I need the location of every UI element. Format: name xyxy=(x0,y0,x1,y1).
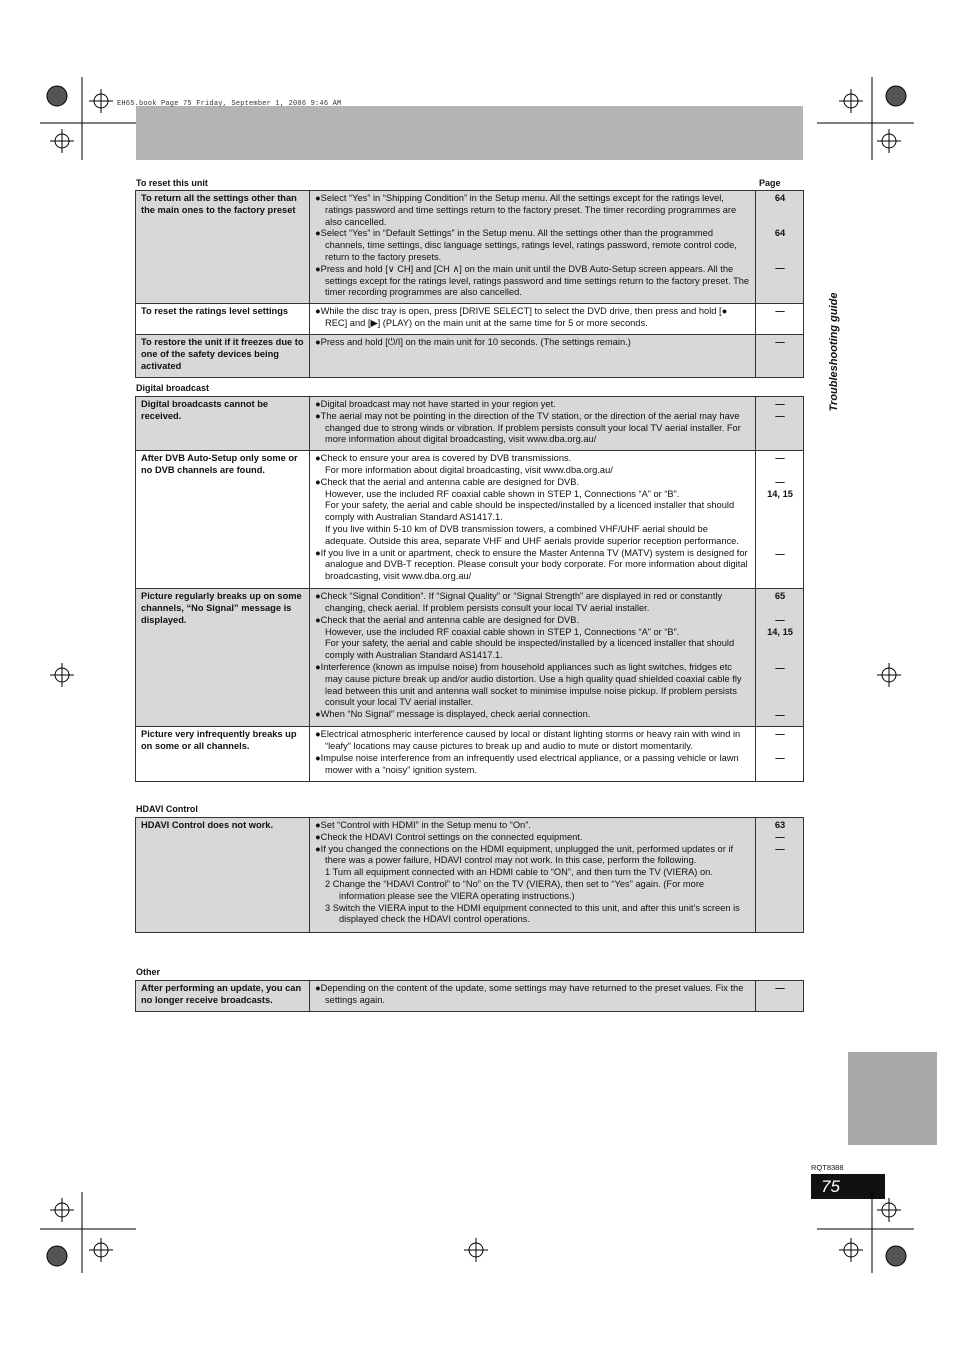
remedy-item: ●Depending on the content of the update, some settings may have returned to the preset values. Fix the settings again. xyxy=(315,983,744,1005)
page-ref: — xyxy=(775,263,785,273)
remedy-item: ●Digital broadcast may not have started in your region yet. xyxy=(315,399,556,409)
page-ref: — xyxy=(775,453,785,464)
remedy-item: ●If you changed the connections on the HDMI equipment, unplugged the unit, performed updates or if there was a power failure, HDAVI control may not work. In this case, perform the following. xyxy=(315,843,734,866)
page-ref: — xyxy=(775,729,785,740)
remedy-item: 3 Switch the VIERA input to the HDMI equipment connected to this unit, and after this unit’s screen is displayed check the HDAVI control operations. xyxy=(325,902,740,925)
problem-cell: To reset the ratings level settings xyxy=(136,304,310,335)
problem-cell: Digital broadcasts cannot be received. xyxy=(136,397,310,451)
page-ref: — xyxy=(775,549,785,560)
section-title-other: Other xyxy=(136,967,161,977)
page-ref: 65 xyxy=(774,591,786,602)
page-ref: — xyxy=(775,399,785,409)
page-ref: — xyxy=(775,477,785,488)
page-ref: 14, 15 xyxy=(767,489,793,500)
remedy-item: ●Interference (known as impulse noise) from household appliances such as light switches, fridges etc may cause picture break up and/or audio distortion. Use a high quality quad shielded coaxial cable fly lead between this unit and antenna wall socket to minimise impulse noise pickup. If problem persists consult your local TV aerial installer. xyxy=(315,661,742,708)
page-ref: 64 xyxy=(774,228,786,238)
remedy-item: ●Electrical atmospheric interference caused by local or distant lighting storms or heavy rain with wind in “leafy” locations may cause pictures to break up and audio to mute or distort momentarily. xyxy=(315,729,741,751)
registration-dot-br xyxy=(886,1246,906,1266)
remedy-item: ●Select “Yes” in “Shipping Condition” in the Setup menu. All the settings except for the ratings level, ratings password and time settings return to the factory preset. The timer recording programmes are also cancelled. xyxy=(315,193,737,227)
section-title-reset: To reset this unit xyxy=(136,178,208,188)
remedy-item: 1 Turn all equipment connected with an HDMI cable to “ON”, and then turn the TV (VIERA) on. xyxy=(325,867,713,878)
page-ref: 14, 15 xyxy=(767,627,793,638)
page-number: 75 xyxy=(811,1174,885,1199)
remedy-item: For your safety, the aerial and cable should be inspected/installed by a licenced installer that should comply with Australian Standard AS1417.1. xyxy=(325,500,735,523)
remedy-item: However, use the included RF coaxial cable shown in STEP 1, Connections “A” or “B”. xyxy=(325,488,680,499)
remedy-item: If you live within 5-10 km of DVB transmission towers, a combined VHF/UHF aerial should be adequate. Outside this area, separate VHF and UHF aerials provide superior reception performance. xyxy=(325,523,739,546)
page-ref: — xyxy=(775,306,785,317)
remedy-item: ●The aerial may not be pointing in the direction of the TV station, or the direction of the aerial may have changed due to strong winds or vibration. If problem persists consult your local TV aerial installer. For more information about digital broadcasting, visit www.dba.org.au/ xyxy=(315,410,741,445)
remedy-item: ●If you live in a unit or apartment, check to ensure the Master Antenna TV (MATV) system is designed for analogue and DVB-T reception. Please consult your body corporate. For more information about digital broadcasting, visit www.dba.org.au/ xyxy=(315,547,748,582)
remedy-item: ●Press and hold [∨ CH] and [CH ∧] on the main unit until the DVB Auto-Setup screen appears. All the settings except for the ratings level, ratings password and time settings return to the factory preset. The timer recording programmes are also cancelled. xyxy=(315,263,750,298)
page-ref: — xyxy=(775,337,785,348)
problem-cell: After DVB Auto-Setup only some or no DVB channels are found. xyxy=(136,451,310,589)
page-ref: — xyxy=(775,411,785,421)
page-column-header: Page xyxy=(759,178,781,188)
doc-code: RQT8388 xyxy=(811,1163,844,1172)
remedy-item: ●Check the HDAVI Control settings on the connected equipment. xyxy=(315,831,583,842)
page-ref: — xyxy=(775,615,785,626)
remedy-item: ●Check that the aerial and antenna cable are designed for DVB. xyxy=(315,476,580,487)
remedy-item: ●Select “Yes” in “Default Settings” in the Setup menu. All the settings other than the programmed channels, time settings, disc language settings, ratings level, ratings password, remote control code, return to the factory presets. xyxy=(315,228,737,262)
remedy-item: ●Check “Signal Condition”. If “Signal Quality” or “Signal Strength” are displayed in red or constantly changing, check aerial. If problem persists consult your local TV aerial installer. xyxy=(315,591,723,613)
problem-cell: To return all the settings other than the main ones to the factory preset xyxy=(136,191,310,304)
remedy-item: ●Press and hold [⏻/I] on the main unit for 10 seconds. (The settings remain.) xyxy=(315,337,631,348)
remedy-item: ●Check that the aerial and antenna cable are designed for DVB. xyxy=(315,614,580,625)
section-title-hdavi: HDAVI Control xyxy=(136,804,198,814)
book-info: EH65.book Page 75 Friday, September 1, 2006 9:46 AM xyxy=(117,100,342,108)
page-ref: — xyxy=(775,832,785,842)
page-ref: — xyxy=(775,710,785,721)
page-ref: — xyxy=(775,983,785,993)
remedy-item: ●Check to ensure your area is covered by DVB transmissions. xyxy=(315,453,572,464)
page-ref: 63 xyxy=(774,820,786,830)
page-ref: — xyxy=(775,753,785,764)
remedy-item: ●Impulse noise interference from an infrequently used electrical appliance, or a passing vehicle or lawn mower with a “noisy” ignition system. xyxy=(315,752,739,775)
remedy-item: 2 Change the “HDAVI Control” to “No” on the TV (VIERA), then set to “Yes” again. (For more information please see the VIERA operating instructions.) xyxy=(325,878,705,901)
remedy-item: ●When “No Signal” message is displayed, check aerial connection. xyxy=(315,709,591,720)
remedy-item: For your safety, the aerial and cable should be inspected/installed by a licenced installer that should comply with Australian Standard AS1417.1. xyxy=(325,638,735,661)
remedy-item: However, use the included RF coaxial cable shown in STEP 1, Connections “A” or “B”. xyxy=(325,626,680,637)
problem-cell: HDAVI Control does not work. xyxy=(136,818,310,933)
problem-cell: Picture regularly breaks up on some channels, “No Signal” message is displayed. xyxy=(136,589,310,727)
remedy-item: ●Set “Control with HDMI” in the Setup menu to “On”. xyxy=(315,820,531,830)
side-label-text: Troubleshooting guide xyxy=(828,292,840,412)
page-ref: — xyxy=(775,844,785,854)
section-title-digital: Digital broadcast xyxy=(136,383,210,393)
page-ref: 64 xyxy=(774,193,786,203)
registration-dot-bl xyxy=(47,1246,67,1266)
problem-cell: After performing an update, you can no longer receive broadcasts. xyxy=(136,981,310,1012)
remedy-item: ●While the disc tray is open, press [DRIVE SELECT] to select the DVD drive, then press and hold [● REC] and [▶] (PLAY) on the main unit at the same time for 5 or more seconds. xyxy=(315,306,728,328)
registration-dot-tl xyxy=(47,86,67,106)
problem-cell: Picture very infrequently breaks up on some or all channels. xyxy=(136,727,310,782)
registration-dot-tr xyxy=(886,86,906,106)
problem-cell: To restore the unit if it freezes due to one of the safety devices being activated xyxy=(136,335,310,377)
page-ref: — xyxy=(775,663,785,674)
remedy-item: For more information about digital broadcasting, visit www.dba.org.au/ xyxy=(325,464,613,475)
